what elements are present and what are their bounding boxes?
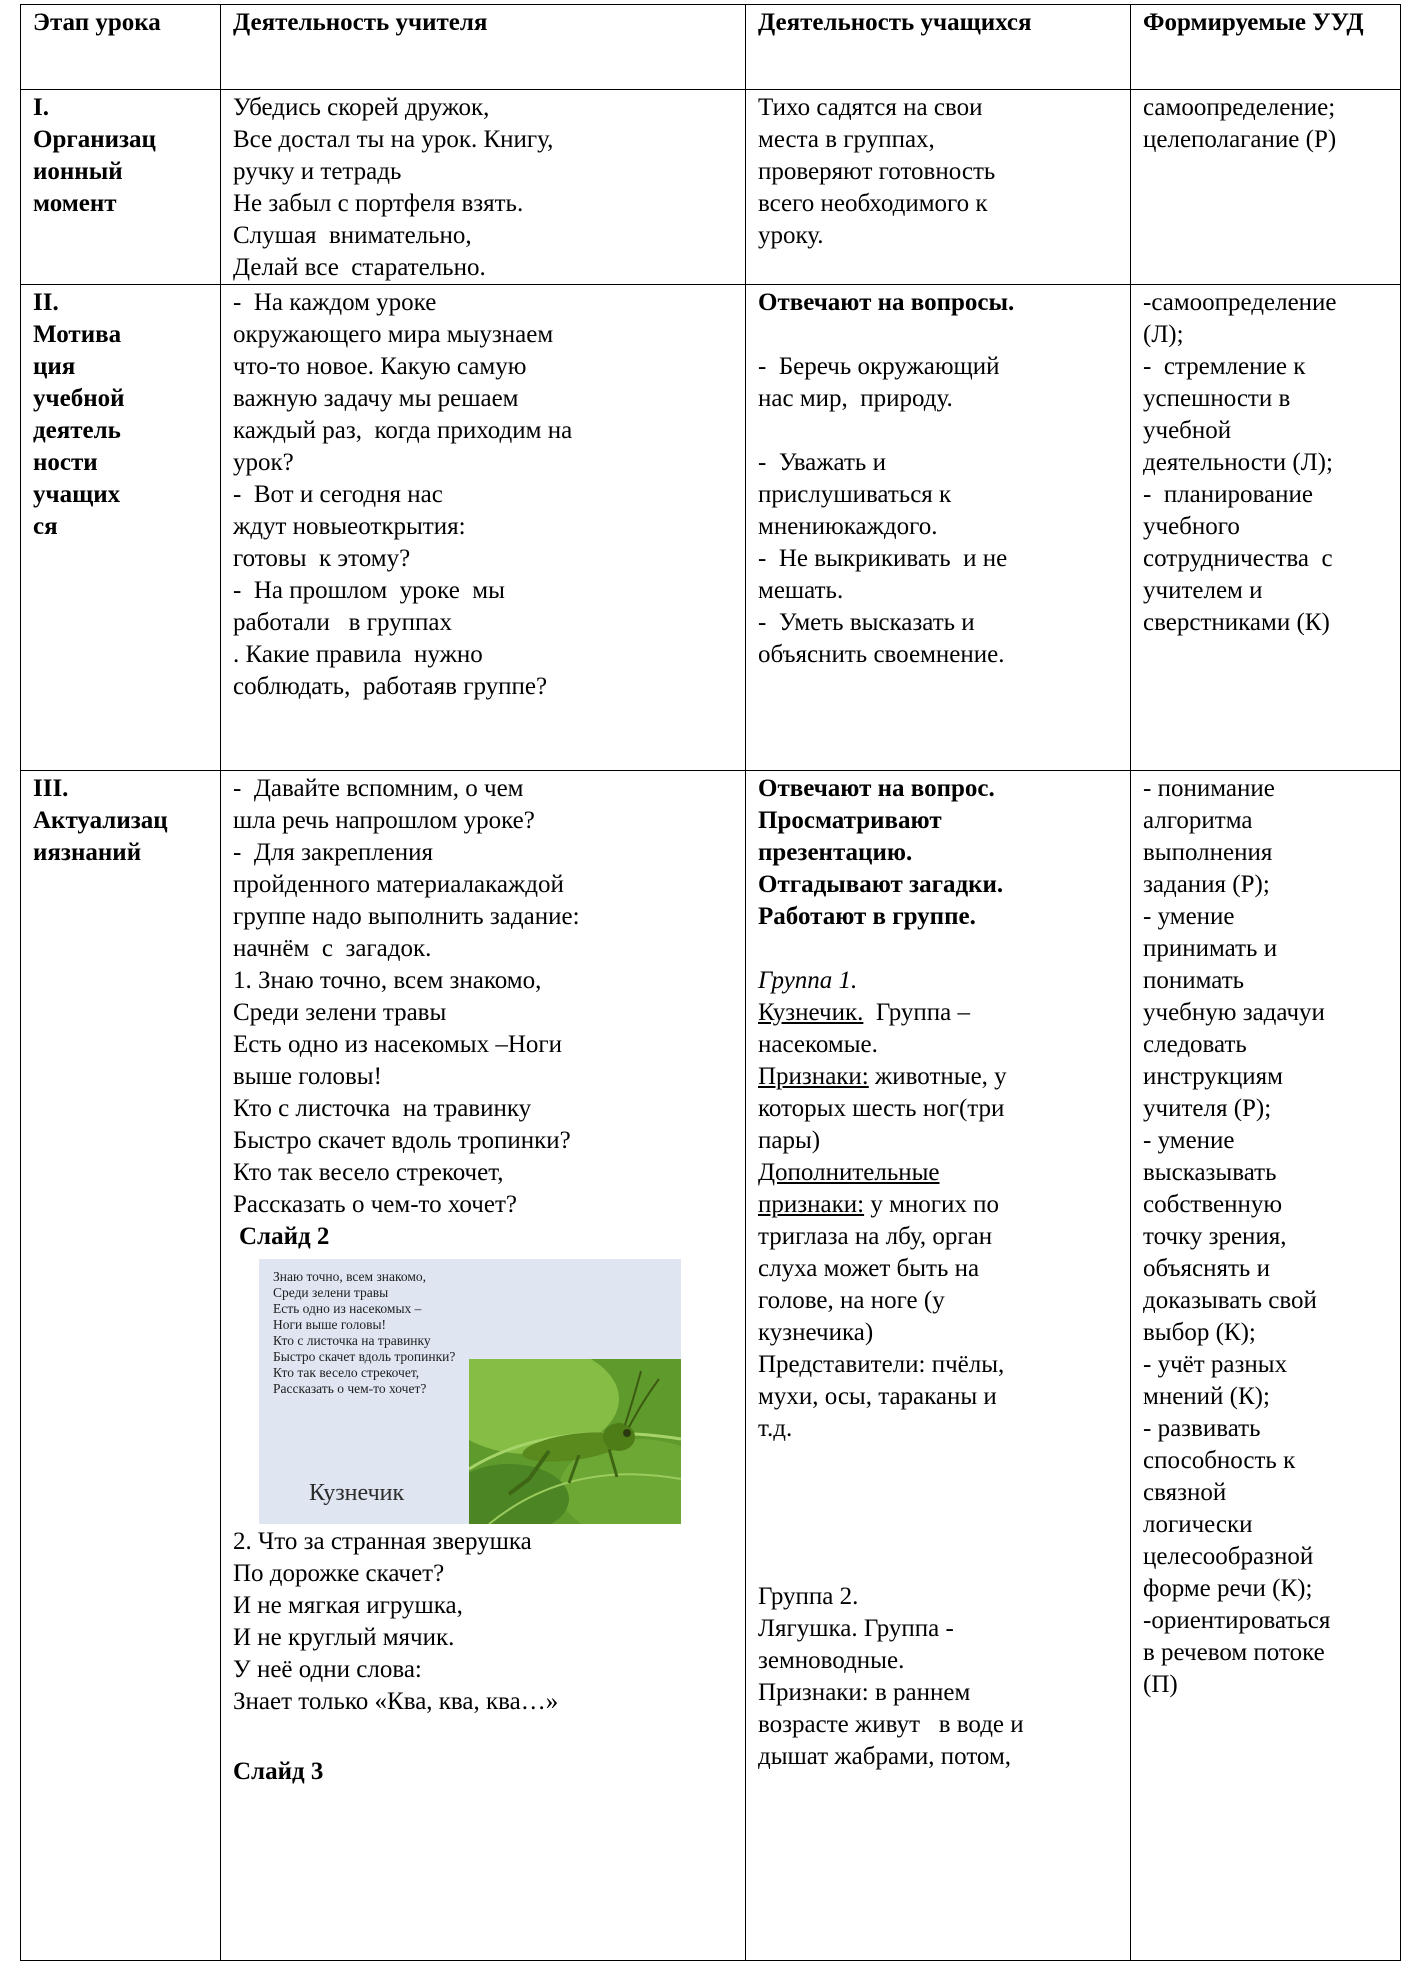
stage-line: II. bbox=[33, 289, 59, 316]
text-line: учителем и bbox=[1143, 577, 1263, 604]
group-2-title: Группа 2. bbox=[758, 1583, 859, 1610]
text-line: урок? bbox=[233, 449, 294, 476]
text-line: Признаки: в раннем bbox=[758, 1679, 971, 1706]
stage-line: ция bbox=[33, 353, 76, 380]
students-cell bbox=[746, 285, 1131, 771]
text-line: (Л); bbox=[1143, 321, 1184, 348]
text-line: Есть одно из насекомых –Ноги bbox=[233, 1031, 563, 1058]
stage-line: иязнаний bbox=[33, 839, 142, 866]
slide-poem-line: Кто с листочка на травинку bbox=[273, 1333, 431, 1348]
row-actualization bbox=[21, 771, 1401, 1961]
text-line: что-то новое. Какую самую bbox=[233, 353, 527, 380]
text-line: работали в группах bbox=[233, 609, 452, 636]
stage-cell bbox=[21, 285, 221, 771]
text-line: важную задачу мы решаем bbox=[233, 385, 519, 412]
text-line: - Вот и сегодня нас bbox=[233, 481, 443, 508]
slide-3-label: Слайд 3 bbox=[233, 1758, 324, 1785]
text-line: пары) bbox=[758, 1127, 821, 1154]
text-line: проверяют готовность bbox=[758, 158, 996, 185]
slide-2-label: Слайд 2 bbox=[239, 1223, 330, 1250]
text-line: Слушая внимательно, bbox=[233, 222, 472, 249]
text-line: деятельности (Л); bbox=[1143, 449, 1333, 476]
teacher-cell bbox=[221, 90, 746, 285]
header-teacher: Деятельность учителя bbox=[221, 5, 746, 90]
text-line: логически bbox=[1143, 1511, 1253, 1538]
text-line: шла речь напрошлом уроке? bbox=[233, 807, 535, 834]
text-line: выше головы! bbox=[233, 1063, 382, 1090]
text-line: - понимание bbox=[1143, 775, 1275, 802]
stage-line: ности bbox=[33, 449, 98, 476]
slide-poem-line: Есть одно из насекомых – bbox=[273, 1301, 422, 1316]
stage-line: Мотива bbox=[33, 321, 122, 348]
text-line: триглаза на лбу, орган bbox=[758, 1223, 993, 1250]
row-organization bbox=[21, 90, 1401, 285]
text-line: - развивать bbox=[1143, 1415, 1261, 1442]
teacher-cell bbox=[221, 285, 746, 771]
text-line: мешать. bbox=[758, 577, 844, 604]
text-line: - планирование bbox=[1143, 481, 1313, 508]
text-line: -ориентироваться bbox=[1143, 1607, 1331, 1634]
text-line: точку зрения, bbox=[1143, 1223, 1287, 1250]
text-line: Не забыл с портфеля взять. bbox=[233, 190, 524, 217]
slide-2-image bbox=[259, 1259, 681, 1524]
text-line: 1. Знаю точно, всем знакомо, bbox=[233, 967, 542, 994]
slide-poem-line: Знаю точно, всем знакомо, bbox=[273, 1269, 427, 1284]
header-uud: Формируемые УУД bbox=[1131, 5, 1401, 90]
text-line: (П) bbox=[1143, 1671, 1178, 1698]
header-row bbox=[21, 5, 1401, 90]
text-line: следовать bbox=[1143, 1031, 1247, 1058]
text-line: кузнечика) bbox=[758, 1319, 874, 1346]
text-line: - Не выкрикивать и не bbox=[758, 545, 1008, 572]
stage-line: III. bbox=[33, 775, 69, 802]
grasshopper-photo bbox=[469, 1359, 681, 1524]
text-line: -самоопределение bbox=[1143, 289, 1337, 316]
text-line: принимать и bbox=[1143, 935, 1278, 962]
text-line: места в группах, bbox=[758, 126, 935, 153]
text-line: нас мир, природу. bbox=[758, 385, 953, 412]
text-line: каждый раз, когда приходим на bbox=[233, 417, 573, 444]
text-line: учебного bbox=[1143, 513, 1240, 540]
students-heading: презентацию. bbox=[758, 839, 913, 866]
text-line: высказывать bbox=[1143, 1159, 1277, 1186]
text-line: прислушиваться к bbox=[758, 481, 952, 508]
text-line: т.д. bbox=[758, 1415, 793, 1442]
text-line: учебной bbox=[1143, 417, 1232, 444]
text-line: Среди зелени травы bbox=[233, 999, 447, 1026]
text-line: . Какие правила нужно bbox=[233, 641, 483, 668]
text-line: И не мягкая игрушка, bbox=[233, 1592, 463, 1619]
text-line: группе надо выполнить задание: bbox=[233, 903, 580, 930]
text-line: мнениюкаждого. bbox=[758, 513, 938, 540]
text-line: ручку и тетрадь bbox=[233, 158, 402, 185]
group-1-title: Группа 1. bbox=[758, 967, 858, 994]
text-line: 2. Что за странная зверушка bbox=[233, 1528, 532, 1555]
text-line: - стремление к bbox=[1143, 353, 1306, 380]
text-line: Все достал ты на урок. Книгу, bbox=[233, 126, 554, 153]
text-line: пройденного материалакаждой bbox=[233, 871, 564, 898]
text-line: успешности в bbox=[1143, 385, 1291, 412]
header-stage: Этап урока bbox=[21, 5, 221, 90]
underlined-text: Дополнительные bbox=[758, 1159, 940, 1186]
text-line: - Для закрепления bbox=[233, 839, 434, 866]
text-line: учителя (Р); bbox=[1143, 1095, 1272, 1122]
students-cell bbox=[746, 771, 1131, 1961]
underlined-text: признаки: bbox=[758, 1191, 865, 1218]
uud-cell bbox=[1131, 771, 1401, 1961]
text-line: объяснить своемнение. bbox=[758, 641, 1005, 668]
slide-poem-line: Быстро скачет вдоль тропинки? bbox=[273, 1349, 456, 1364]
text-line: сверстниками (К) bbox=[1143, 609, 1330, 636]
lesson-table bbox=[20, 4, 1401, 1961]
text-line: - На прошлом уроке мы bbox=[233, 577, 505, 604]
text-line: - умение bbox=[1143, 1127, 1235, 1154]
text-line bbox=[758, 1061, 1126, 1093]
text-line: - Давайте вспомним, о чем bbox=[233, 775, 524, 802]
text-line: начнём с загадок. bbox=[233, 935, 432, 962]
text-line: выполнения bbox=[1143, 839, 1273, 866]
students-heading: Отгадывают загадки. bbox=[758, 871, 1004, 898]
text-line: - учёт разных bbox=[1143, 1351, 1288, 1378]
text-line: готовы к этому? bbox=[233, 545, 411, 572]
row-motivation bbox=[21, 285, 1401, 771]
text-line: Представители: пчёлы, bbox=[758, 1351, 1005, 1378]
students-heading: Просматривают bbox=[758, 807, 942, 834]
teacher-cell bbox=[221, 771, 746, 1961]
text-line: насекомые. bbox=[758, 1031, 878, 1058]
text-line: доказывать свой bbox=[1143, 1287, 1317, 1314]
stage-line: Актуализац bbox=[33, 807, 168, 834]
text-line: - Беречь окружающий bbox=[758, 353, 1000, 380]
uud-cell bbox=[1131, 285, 1401, 771]
text-line: - Уважать и bbox=[758, 449, 886, 476]
text-line: учебную задачуи bbox=[1143, 999, 1325, 1026]
text-line: выбор (К); bbox=[1143, 1319, 1256, 1346]
underlined-text: Кузнечик. bbox=[758, 999, 864, 1026]
text-line: мухи, осы, тараканы и bbox=[758, 1383, 997, 1410]
text-line: слуха может быть на bbox=[758, 1255, 980, 1282]
stage-line: ионный bbox=[33, 158, 123, 185]
text-line: алгоритма bbox=[1143, 807, 1253, 834]
students-heading: Работают в группе. bbox=[758, 903, 976, 930]
text-span: у многих по bbox=[864, 1191, 1000, 1218]
text-line: собственную bbox=[1143, 1191, 1283, 1218]
text-line: Быстро скачет вдоль тропинки? bbox=[233, 1127, 571, 1154]
slide-poem-line: Среди зелени травы bbox=[273, 1285, 389, 1300]
text-span: животные, у bbox=[868, 1063, 1007, 1090]
text-line: самоопределение; bbox=[1143, 94, 1336, 121]
students-cell bbox=[746, 90, 1131, 285]
text-line: соблюдать, работаяв группе? bbox=[233, 673, 548, 700]
text-line: Лягушка. Группа - bbox=[758, 1615, 954, 1642]
text-line: земноводные. bbox=[758, 1647, 905, 1674]
text-line bbox=[758, 997, 1126, 1029]
text-line: понимать bbox=[1143, 967, 1245, 994]
stage-cell bbox=[21, 90, 221, 285]
text-line: Делай все старательно. bbox=[233, 254, 486, 281]
stage-line: ся bbox=[33, 513, 58, 540]
text-line: Тихо садятся на свои bbox=[758, 94, 983, 121]
text-line: связной bbox=[1143, 1479, 1227, 1506]
text-line: - Уметь высказать и bbox=[758, 609, 975, 636]
stage-line: деятель bbox=[33, 417, 121, 444]
students-heading: Отвечают на вопросы. bbox=[758, 289, 1015, 316]
text-line: возрасте живут в воде и bbox=[758, 1711, 1024, 1738]
slide-poem-line: Рассказать о чем-то хочет? bbox=[273, 1381, 427, 1396]
text-line: целеполагание (Р) bbox=[1143, 126, 1337, 153]
text-line: Кто с листочка на травинку bbox=[233, 1095, 532, 1122]
text-span: Группа – bbox=[863, 999, 971, 1026]
text-line: окружающего мира мыузнаем bbox=[233, 321, 554, 348]
stage-line: момент bbox=[33, 190, 117, 217]
text-line: которых шесть ног(три bbox=[758, 1095, 1005, 1122]
text-line: всего необходимого к bbox=[758, 190, 988, 217]
underlined-text: Признаки: bbox=[758, 1063, 869, 1090]
stage-line: I. bbox=[33, 94, 49, 121]
text-line: задания (Р); bbox=[1143, 871, 1270, 898]
text-line bbox=[758, 1189, 1126, 1221]
slide-caption: Кузнечик bbox=[309, 1480, 405, 1506]
text-line: Рассказать о чем-то хочет? bbox=[233, 1191, 517, 1218]
text-line: И не круглый мячик. bbox=[233, 1624, 455, 1651]
text-line: в речевом потоке bbox=[1143, 1639, 1325, 1666]
text-line: - На каждом уроке bbox=[233, 289, 437, 316]
text-line: По дорожке скачет? bbox=[233, 1560, 445, 1587]
text-line: - умение bbox=[1143, 903, 1235, 930]
text-line: сотрудничества с bbox=[1143, 545, 1333, 572]
text-line: мнений (К); bbox=[1143, 1383, 1270, 1410]
text-line: Знает только «Ква, ква, ква…» bbox=[233, 1688, 559, 1715]
students-heading: Отвечают на вопрос. bbox=[758, 775, 995, 802]
text-line: дышат жабрами, потом, bbox=[758, 1743, 1012, 1770]
text-line: инструкциям bbox=[1143, 1063, 1283, 1090]
stage-line: учебной bbox=[33, 385, 125, 412]
text-line: Кто так весело стрекочет, bbox=[233, 1159, 504, 1186]
text-line: форме речи (К); bbox=[1143, 1575, 1313, 1602]
text-line: уроку. bbox=[758, 222, 824, 249]
text-line: голове, на ноге (у bbox=[758, 1287, 945, 1314]
text-line: целесообразной bbox=[1143, 1543, 1314, 1570]
text-line: Убедись скорей дружок, bbox=[233, 94, 490, 121]
text-line: объяснять и bbox=[1143, 1255, 1270, 1282]
text-line: ждут новыеоткрытия: bbox=[233, 513, 466, 540]
header-students: Деятельность учащихся bbox=[746, 5, 1131, 90]
slide-poem-line: Ноги выше головы! bbox=[273, 1317, 387, 1332]
text-line: способность к bbox=[1143, 1447, 1296, 1474]
stage-line: учащих bbox=[33, 481, 121, 508]
stage-line: Организац bbox=[33, 126, 156, 153]
text-line: У неё одни слова: bbox=[233, 1656, 422, 1683]
slide-poem-line: Кто так весело стрекочет, bbox=[273, 1365, 420, 1380]
stage-cell bbox=[21, 771, 221, 1961]
uud-cell bbox=[1131, 90, 1401, 285]
